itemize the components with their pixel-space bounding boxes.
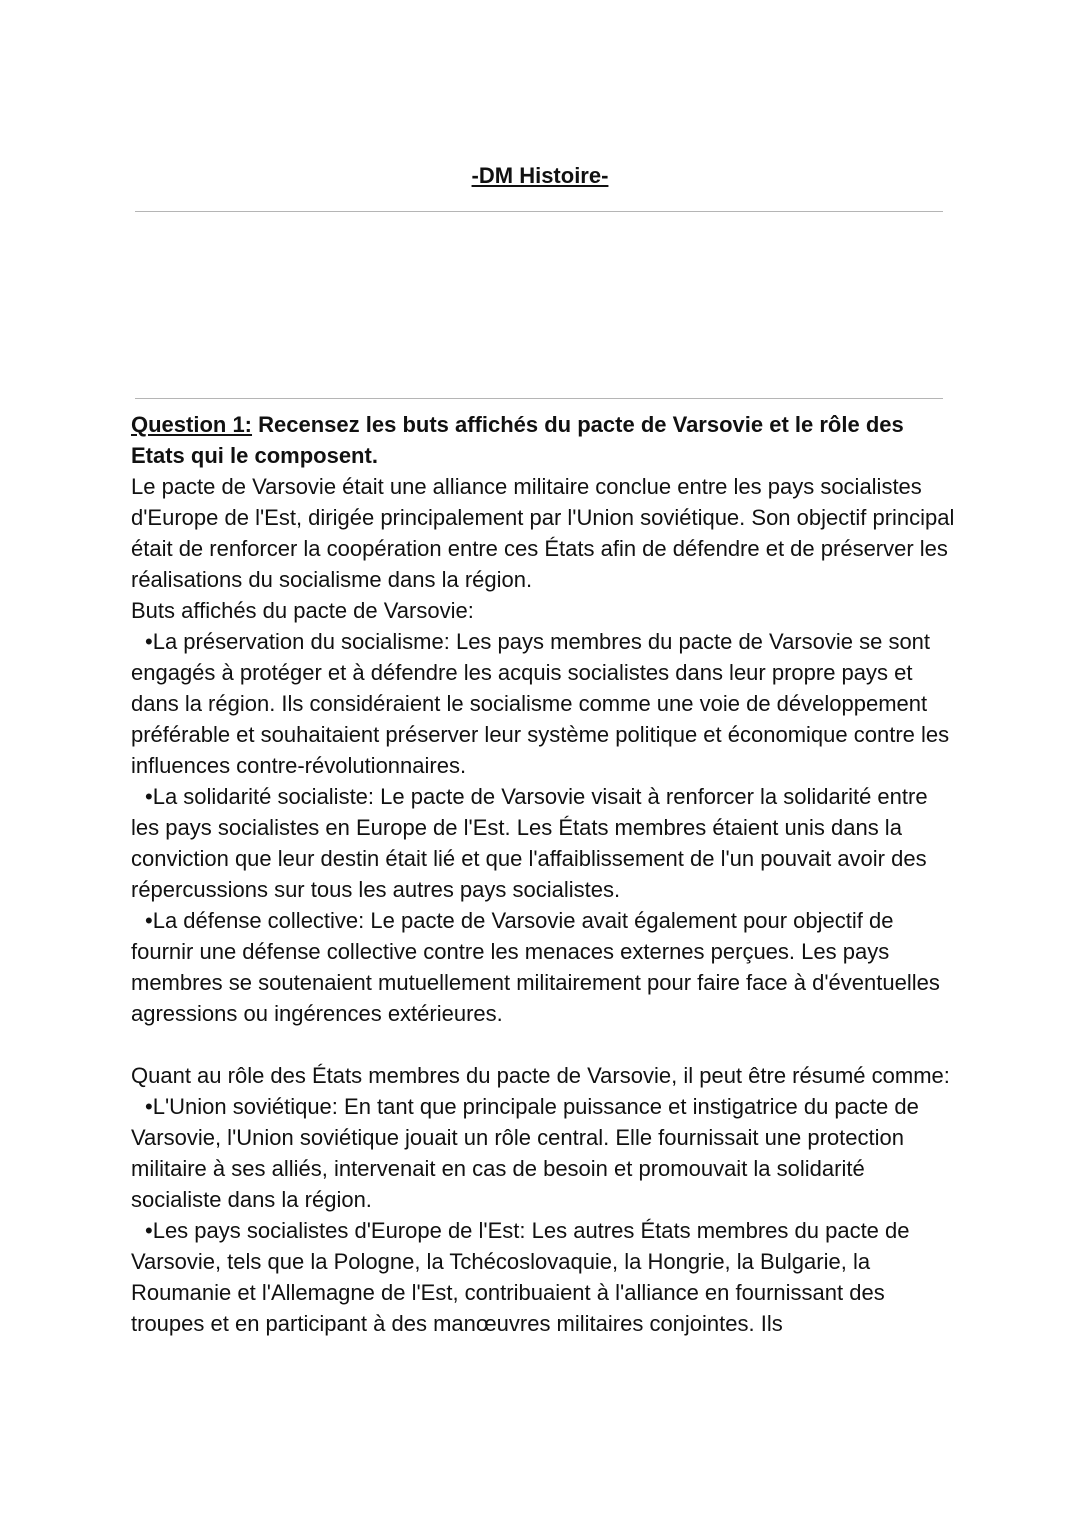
goal-item: •La solidarité socialiste: Le pacte de Varsovie visait à renforcer la solidarité entre les pays socialistes en Europe de l'Est. Les États membres étaient unis dans la conviction que leur destin était lié et que l'affaiblissement de l'un pouvait avoir des répercussions sur tous les autres pays socialistes. [131,784,928,902]
document-body [131,409,961,1339]
document-title: -DM Histoire- [471,163,609,188]
goal-item: •La défense collective: Le pacte de Varsovie avait également pour objectif de fournir une défense collective contre les menaces externes perçues. Les pays membres se soutenaient mutuellement militairement pour faire face à d'éventuelles agressions ou ingérences extérieures. [131,908,940,1026]
question-label: Question 1: [131,412,253,437]
bottom-divider [135,398,943,399]
paragraph-gap [131,1029,961,1060]
question-heading [131,409,961,471]
role-item: •Les pays socialistes d'Europe de l'Est: Les autres États membres du pacte de Varsovie, tels que la Pologne, la Tchécoslovaquie, la Hongrie, la Bulgarie, la Roumanie et l'Allemagne de l'Est, contribuaient à l'alliance en fournissant des troupes et en participant à des manœuvres militaires conjointes. Ils [131,1218,910,1336]
goals-heading: Buts affichés du pacte de Varsovie: [131,598,474,623]
intro-paragraph: Le pacte de Varsovie était une alliance militaire conclue entre les pays socialistes d'Europe de l'Est, dirigée principalement par l'Union soviétique. Son objectif principal était de renforcer la coopération entre ces États afin de défendre et de préserver les réalisations du socialisme dans la région. [131,474,955,592]
top-divider [135,211,943,212]
roles-intro: Quant au rôle des États membres du pacte de Varsovie, il peut être résumé comme: [131,1063,950,1088]
question-text: Recensez les buts affichés du pacte de Varsovie et le rôle des Etats qui le composent. [131,412,904,468]
goal-item: •La préservation du socialisme: Les pays membres du pacte de Varsovie se sont engagés à protéger et à défendre les acquis socialistes dans leur propre pays et dans la région. Ils considéraient le socialisme comme une voie de développement préférable et souhaitaient préserver leur système politique et économique contre les influences contre-révolutionnaires. [131,629,950,778]
role-item: •L'Union soviétique: En tant que principale puissance et instigatrice du pacte de Varsovie, l'Union soviétique jouait un rôle central. Elle fournissait une protection militaire à ses alliés, intervenait en cas de besoin et promouvait la solidarité socialiste dans la région. [131,1094,919,1212]
